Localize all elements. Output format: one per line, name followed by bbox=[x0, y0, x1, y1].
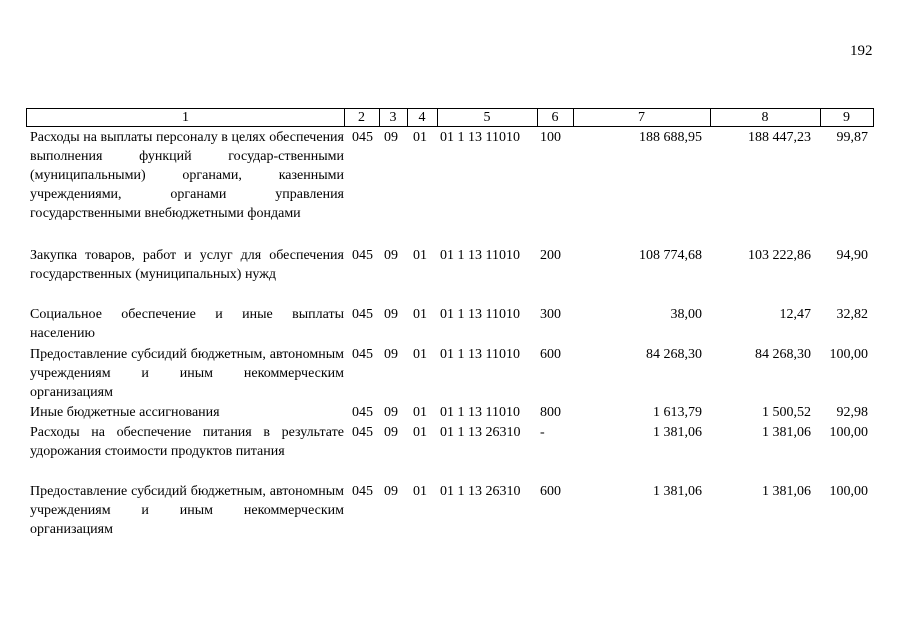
row-plan: 1 613,79 bbox=[653, 405, 702, 420]
page-number: 192 bbox=[850, 43, 873, 59]
row-percent: 32,82 bbox=[836, 307, 868, 322]
row-col-3: 09 bbox=[384, 307, 398, 322]
row-plan: 1 381,06 bbox=[653, 484, 702, 499]
header-col-2: 2 bbox=[358, 110, 365, 125]
table-header bbox=[26, 108, 874, 127]
table-row bbox=[26, 403, 874, 423]
row-percent: 99,87 bbox=[836, 130, 868, 145]
row-target-code: 01 1 13 11010 bbox=[440, 307, 520, 322]
row-name: Расходы на выплаты персоналу в целях обеспечения выполнения функций государ-ственными (муниципальными) органами, казенными учреждениями, органами управления государственными внебюджетными фондами bbox=[30, 130, 344, 221]
table-row bbox=[26, 482, 874, 542]
header-col-4: 4 bbox=[418, 110, 426, 125]
row-target-code: 01 1 13 11010 bbox=[440, 347, 520, 362]
table-row bbox=[26, 423, 874, 463]
row-target-code: 01 1 13 26310 bbox=[440, 484, 521, 499]
row-col-3: 09 bbox=[384, 347, 398, 362]
row-percent: 100,00 bbox=[829, 425, 868, 440]
row-expense-type: 300 bbox=[540, 307, 561, 322]
header-col-9: 9 bbox=[843, 110, 850, 125]
table-row bbox=[26, 345, 874, 405]
header-col-5: 5 bbox=[483, 110, 491, 125]
row-actual: 1 381,06 bbox=[762, 484, 811, 499]
row-col-4: 01 bbox=[413, 307, 427, 322]
budget-table bbox=[26, 108, 874, 537]
table-row bbox=[26, 305, 874, 345]
row-col-2: 045 bbox=[352, 248, 373, 263]
row-expense-type: 600 bbox=[540, 484, 561, 499]
header-col-8: 8 bbox=[761, 110, 769, 125]
row-col-2: 045 bbox=[352, 425, 373, 440]
row-name: Предоставление субсидий бюджетным, автономным учреждениям и иным некоммерческим организациям bbox=[30, 347, 344, 400]
row-col-2: 045 bbox=[352, 130, 373, 145]
row-expense-type: 100 bbox=[540, 130, 561, 145]
row-actual: 188 447,23 bbox=[748, 130, 811, 145]
table-row bbox=[26, 128, 874, 240]
row-actual: 1 381,06 bbox=[762, 425, 811, 440]
header-col-3: 3 bbox=[389, 110, 397, 125]
row-name: Предоставление субсидий бюджетным, автономным учреждениям и иным некоммерческим организациям bbox=[30, 484, 344, 537]
row-col-4: 01 bbox=[413, 484, 427, 499]
row-col-4: 01 bbox=[413, 130, 427, 145]
table-row bbox=[26, 246, 874, 286]
header-col-1: 1 bbox=[182, 110, 189, 125]
row-col-4: 01 bbox=[413, 425, 427, 440]
row-target-code: 01 1 13 11010 bbox=[440, 405, 520, 420]
row-col-2: 045 bbox=[352, 347, 373, 362]
header-col-7: 7 bbox=[638, 110, 645, 125]
row-col-2: 045 bbox=[352, 307, 373, 322]
row-name: Закупка товаров, работ и услуг для обеспечения государственных (муниципальных) нужд bbox=[30, 248, 344, 282]
row-col-3: 09 bbox=[384, 405, 398, 420]
row-target-code: 01 1 13 11010 bbox=[440, 248, 520, 263]
row-target-code: 01 1 13 11010 bbox=[440, 130, 520, 145]
row-expense-type: 200 bbox=[540, 248, 561, 263]
row-percent: 92,98 bbox=[836, 405, 868, 420]
row-target-code: 01 1 13 26310 bbox=[440, 425, 521, 440]
row-expense-type: - bbox=[540, 425, 545, 440]
row-actual: 1 500,52 bbox=[762, 405, 811, 420]
row-name: Социальное обеспечение и иные выплаты населению bbox=[30, 307, 344, 341]
row-percent: 100,00 bbox=[829, 347, 868, 362]
row-actual: 12,47 bbox=[779, 307, 811, 322]
row-actual: 84 268,30 bbox=[755, 347, 811, 362]
row-plan: 188 688,95 bbox=[639, 130, 702, 145]
row-col-3: 09 bbox=[384, 248, 398, 263]
row-plan: 84 268,30 bbox=[646, 347, 702, 362]
row-plan: 108 774,68 bbox=[639, 248, 702, 263]
row-percent: 100,00 bbox=[829, 484, 868, 499]
row-name: Расходы на обеспечение питания в результате удорожания стоимости продуктов питания bbox=[30, 425, 344, 459]
header-col-6: 6 bbox=[551, 110, 559, 125]
row-actual: 103 222,86 bbox=[748, 248, 811, 263]
row-col-3: 09 bbox=[384, 484, 398, 499]
row-col-4: 01 bbox=[413, 405, 427, 420]
row-percent: 94,90 bbox=[836, 248, 868, 263]
row-col-2: 045 bbox=[352, 405, 373, 420]
row-col-3: 09 bbox=[384, 425, 398, 440]
row-col-2: 045 bbox=[352, 484, 373, 499]
row-expense-type: 800 bbox=[540, 405, 561, 420]
row-col-4: 01 bbox=[413, 248, 427, 263]
row-col-4: 01 bbox=[413, 347, 427, 362]
row-expense-type: 600 bbox=[540, 347, 561, 362]
row-plan: 1 381,06 bbox=[653, 425, 702, 440]
row-plan: 38,00 bbox=[670, 307, 702, 322]
row-col-3: 09 bbox=[384, 130, 398, 145]
row-name: Иные бюджетные ассигнования bbox=[30, 405, 220, 420]
